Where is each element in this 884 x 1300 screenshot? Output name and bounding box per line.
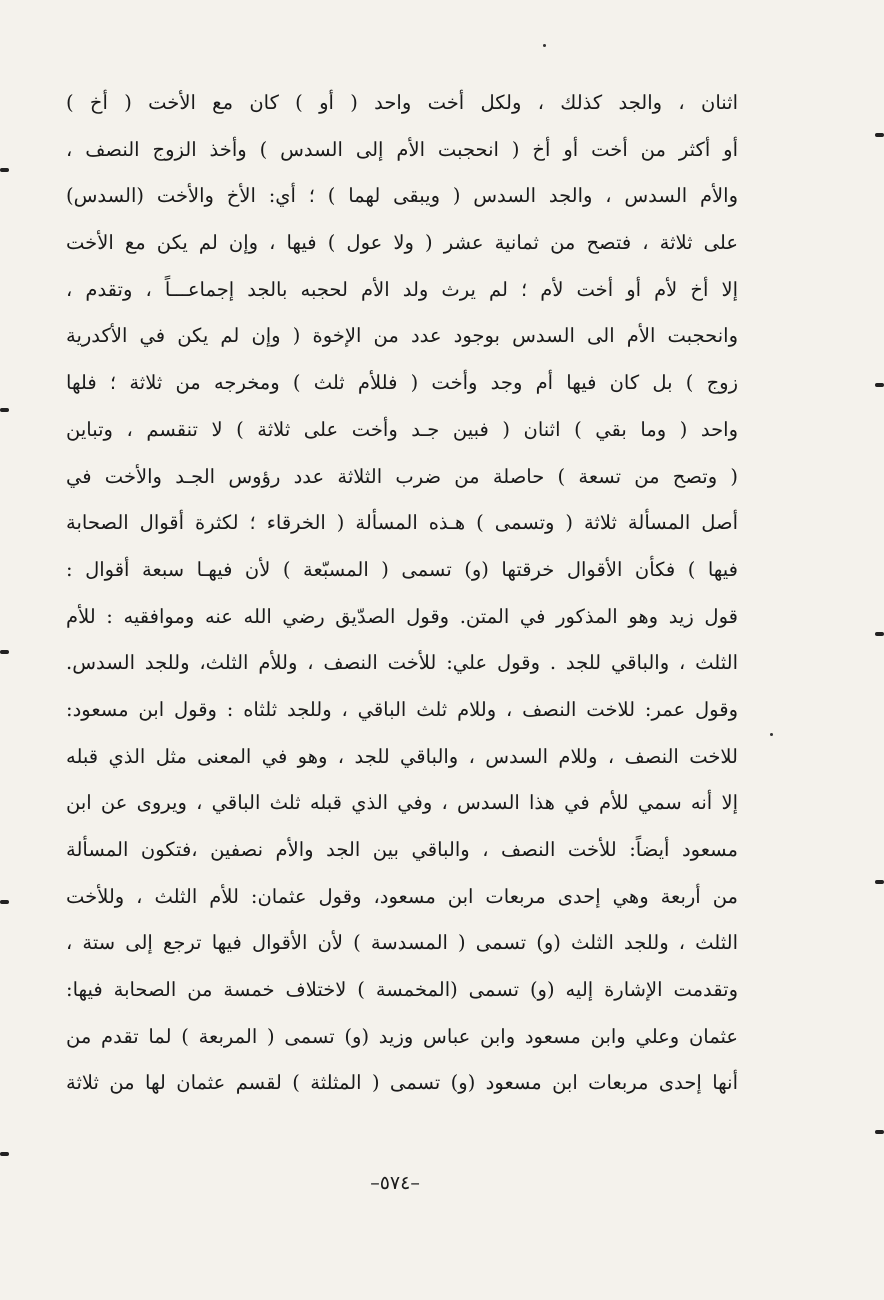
text-line-15: للاخت النصف ، وللام السدس ، والباقي للجد ، وهو في المعنى مثل الذي قبله	[66, 744, 738, 768]
text-line-19: الثلث ، وللجد الثلث (و) تسمى ( المسدسة ) لأن الأقوال فيها ترجع إلى ستة ،	[66, 931, 738, 955]
scan-speck	[770, 733, 773, 736]
text-line-3: والأم السدس ، والجد السدس ( ويبقى لهما ) ؛ أي: الأخ والأخت (السدس)	[66, 184, 738, 208]
text-line-1: اثنان ، والجد كذلك ، ولكل أخت واحد ( أو ) كان مع الأخت ( أخ )	[66, 91, 738, 114]
text-line-4: على ثلاثة ، فتصح من ثمانية عشر ( ولا عول ) فيها ، وإن لم يكن مع الأخت	[66, 231, 738, 255]
left-margin-mark	[0, 900, 9, 904]
text-line-5: إلا أخ لأم أو أخت لأم ؛ لم يرث ولد الأم لحجبه بالجد إجماعـــاً ، وتقدم ،	[66, 277, 738, 301]
right-margin-mark	[875, 383, 884, 387]
text-line-7: زوج ) بل كان فيها أم وجد وأخت ( فللأم ثلث ) ومخرجه من ثلاثة ؛ فلها	[66, 371, 738, 395]
text-line-13: الثلث ، والباقي للجد . وقول علي: للأخت النصف ، وللأم الثلث، وللجد السدس.	[66, 651, 738, 675]
scan-speck	[543, 44, 546, 47]
text-line-12: قول زيد وهو المذكور في المتن. وقول الصدّيق رضي الله عنه وموافقيه : للأم	[66, 604, 738, 628]
text-line-22: أنها إحدى مربعات ابن مسعود (و) تسمى ( المثلثة ) لقسم عثمان لها من ثلاثة	[66, 1071, 738, 1095]
page-number: –٥٧٤–	[370, 1172, 420, 1194]
text-line-21: عثمان وعلي وابن مسعود وابن عباس وزيد (و) تسمى ( المربعة ) لما تقدم من	[66, 1024, 738, 1048]
text-line-11: فيها ) فكأن الأقوال خرقتها (و) تسمى ( المسبّعة ) لأن فيهـا سبعة أقوال :	[66, 557, 738, 581]
body-text	[66, 80, 738, 1107]
text-line-16: إلا أنه سمي للأم في هذا السدس ، وفي الذي قبله ثلث الباقي ، ويروى عن ابن	[66, 791, 738, 815]
text-line-6: وانحجبت الأم الى السدس بوجود عدد من الإخوة ( وإن لم يكن في الأكدرية	[66, 324, 738, 348]
left-margin-mark	[0, 1152, 9, 1156]
text-line-10: أصل المسألة ثلاثة ( وتسمى ) هـذه المسألة ( الخرقاء ؛ لكثرة أقوال الصحابة	[66, 511, 738, 535]
left-margin-mark	[0, 650, 9, 654]
text-line-17: مسعود أيضاً: للأخت النصف ، والباقي بين الجد والأم نصفين ،فتكون المسألة	[66, 838, 738, 861]
right-margin-mark	[875, 880, 884, 884]
right-margin-mark	[875, 632, 884, 636]
right-margin-mark	[875, 133, 884, 137]
right-margin-mark	[875, 1130, 884, 1134]
left-margin-mark	[0, 408, 9, 412]
text-line-14: وقول عمر: للاخت النصف ، وللام ثلث الباقي ، وللجد ثلثاه : وقول ابن مسعود:	[66, 697, 738, 721]
left-margin-mark	[0, 168, 9, 172]
text-line-18: من أربعة وهي إحدى مربعات ابن مسعود، وقول عثمان: للأم الثلث ، وللأخت	[66, 884, 738, 908]
text-line-9: ( وتصح من تسعة ) حاصلة من ضرب الثلاثة عدد رؤوس الجـد والأخت في	[66, 464, 738, 488]
text-line-20: وتقدمت الإشارة إليه (و) تسمى (المخمسة ) لاختلاف خمسة من الصحابة فيها:	[66, 978, 738, 1002]
text-line-8: واحد ( وما بقي ) اثنان ( فبين جـد وأخت على ثلاثة ) لا تنقسم ، وتباين	[66, 417, 738, 441]
text-line-2: أو أكثر من أخت أو أخ ( انحجبت الأم إلى السدس ) وأخذ الزوج النصف ،	[66, 137, 738, 161]
